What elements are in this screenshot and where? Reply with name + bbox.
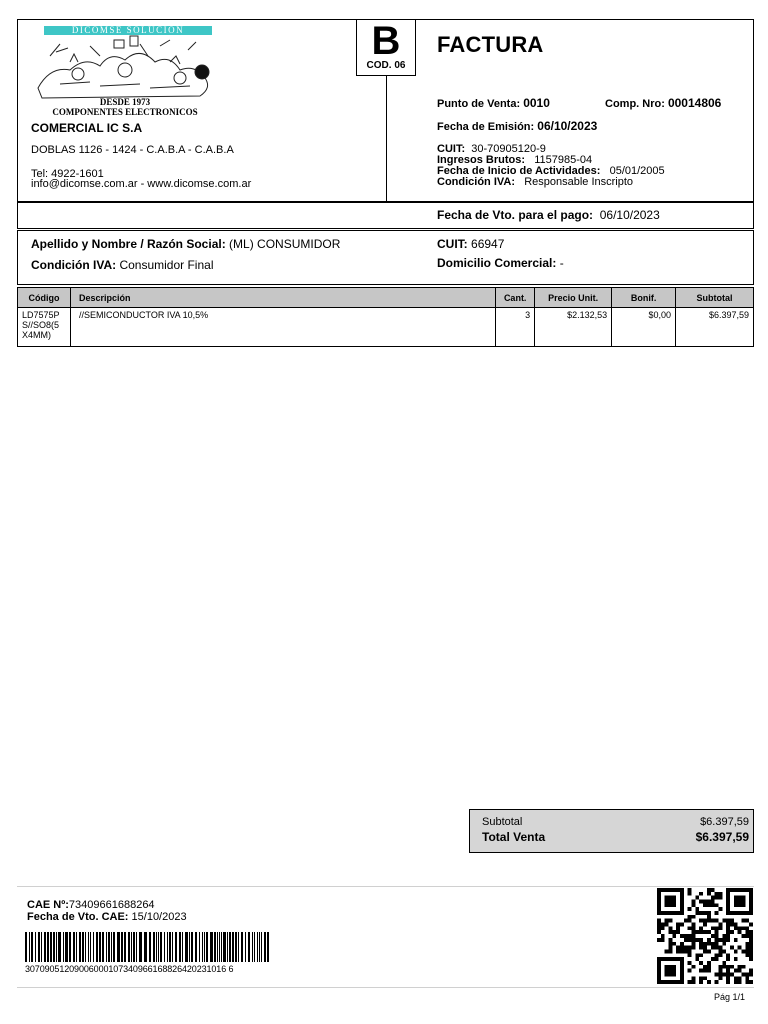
totals-box: [469, 809, 754, 853]
table-row: [18, 308, 754, 347]
punto-venta-label: Punto de Venta:: [437, 98, 521, 110]
invoice-letter-box: [356, 19, 416, 76]
logo-tagline: COMPONENTES ELECTRONICOS: [52, 107, 198, 117]
logo-banner: DICOMSE SOLUCION: [44, 26, 212, 35]
invoice-code: COD. 06: [366, 60, 406, 71]
cuit-label: CUIT:: [437, 143, 466, 155]
cell-precio: $2.132,53: [535, 308, 612, 347]
vto-value: 06/10/2023: [599, 208, 660, 222]
cae-vto-label: Fecha de Vto. CAE:: [27, 911, 129, 923]
col-header-precio: Precio Unit.: [535, 288, 612, 308]
client-cuit-value: 66947: [471, 237, 505, 251]
iva-label: Condición IVA:: [437, 176, 516, 188]
punto-venta: [437, 96, 550, 110]
client-iva-label: Condición IVA:: [31, 258, 117, 272]
cell-codigo-line: S//SO8(5: [22, 320, 60, 330]
client-cuit-label: CUIT:: [437, 237, 468, 251]
invoice-letter: B: [371, 19, 401, 63]
subtotal-value: $6.397,59: [700, 816, 749, 828]
emisor-tel: Tel: 4922-1601: [31, 168, 104, 180]
footer-divider: [17, 886, 754, 887]
client-name-value: (ML) CONSUMIDOR: [229, 237, 341, 251]
emisor-address: DOBLAS 1126 - 1424 - C.A.B.A - C.A.B.A: [31, 144, 234, 156]
cae-vto: [27, 911, 187, 923]
col-header-subtotal: Subtotal: [676, 288, 754, 308]
cell-codigo-line: X4MM): [22, 330, 51, 340]
subtotal-label: Subtotal: [482, 816, 523, 828]
punto-venta-value: 0010: [523, 96, 550, 110]
col-header-codigo: Código: [18, 288, 71, 308]
iibb-label: Ingresos Brutos:: [437, 154, 526, 166]
emisor-fiscal-info: [437, 144, 665, 188]
total-value: $6.397,59: [695, 830, 749, 844]
cuit-value: 30-70905120-9: [471, 143, 546, 155]
emisor-name: COMERCIAL IC S.A: [31, 121, 143, 135]
client-domicilio: [437, 256, 564, 270]
items-table: [17, 287, 754, 347]
table-header-row: [18, 288, 754, 308]
barcode: [25, 932, 270, 962]
total-label: Total Venta: [482, 830, 546, 844]
client-name-label: Apellido y Nombre / Razón Social:: [31, 237, 226, 251]
logo-since: DESDE 1973: [99, 97, 151, 107]
comp-nro-label: Comp. Nro:: [605, 98, 665, 110]
logo-text: [30, 97, 220, 117]
fecha-emision: [437, 119, 597, 133]
client-iva-value: Consumidor Final: [119, 258, 214, 272]
inicio-value: 05/01/2005: [609, 165, 665, 177]
iibb-value: 1157985-04: [534, 154, 593, 166]
client-domicilio-value: -: [559, 256, 564, 270]
fecha-emision-label: Fecha de Emisión:: [437, 121, 535, 133]
client-name: [31, 237, 340, 251]
cell-codigo: [18, 308, 71, 347]
cell-descripcion: //SEMICONDUCTOR IVA 10,5%: [70, 308, 495, 347]
qr-code: [655, 888, 755, 984]
cell-cant: 3: [496, 308, 535, 347]
col-header-bonif: Bonif.: [612, 288, 676, 308]
page-number: Pág 1/1: [714, 992, 746, 1002]
fecha-vto-pago: [437, 208, 660, 222]
vto-label: Fecha de Vto. para el pago:: [437, 208, 594, 222]
emisor-web: info@dicomse.com.ar - www.dicomse.com.ar: [31, 178, 252, 190]
document-title: FACTURA: [437, 32, 544, 57]
barcode-number: 30709051209006000107340966168826420231016 6: [25, 964, 234, 974]
iva-value: Responsable Inscripto: [524, 176, 634, 188]
client-domicilio-label: Domicilio Comercial:: [437, 256, 557, 270]
col-header-descripcion: Descripción: [70, 288, 495, 308]
comp-nro-value: 00014806: [667, 96, 722, 110]
cell-subtotal: $6.397,59: [676, 308, 754, 347]
inicio-label: Fecha de Inicio de Actividades:: [437, 165, 601, 177]
client-iva: [31, 258, 214, 272]
client-cuit: [437, 237, 504, 251]
cell-codigo-line: LD7575P: [22, 310, 60, 320]
cae-label: CAE Nº:: [27, 899, 69, 911]
cell-bonif: $0,00: [612, 308, 676, 347]
col-header-cant: Cant.: [496, 288, 535, 308]
cae-value: 73409661688264: [68, 899, 155, 911]
footer-bottom-divider: [17, 987, 754, 988]
comp-nro: [605, 96, 721, 110]
cae-vto-value: 15/10/2023: [131, 911, 187, 923]
fecha-emision-value: 06/10/2023: [537, 119, 598, 133]
cae: [27, 899, 155, 911]
